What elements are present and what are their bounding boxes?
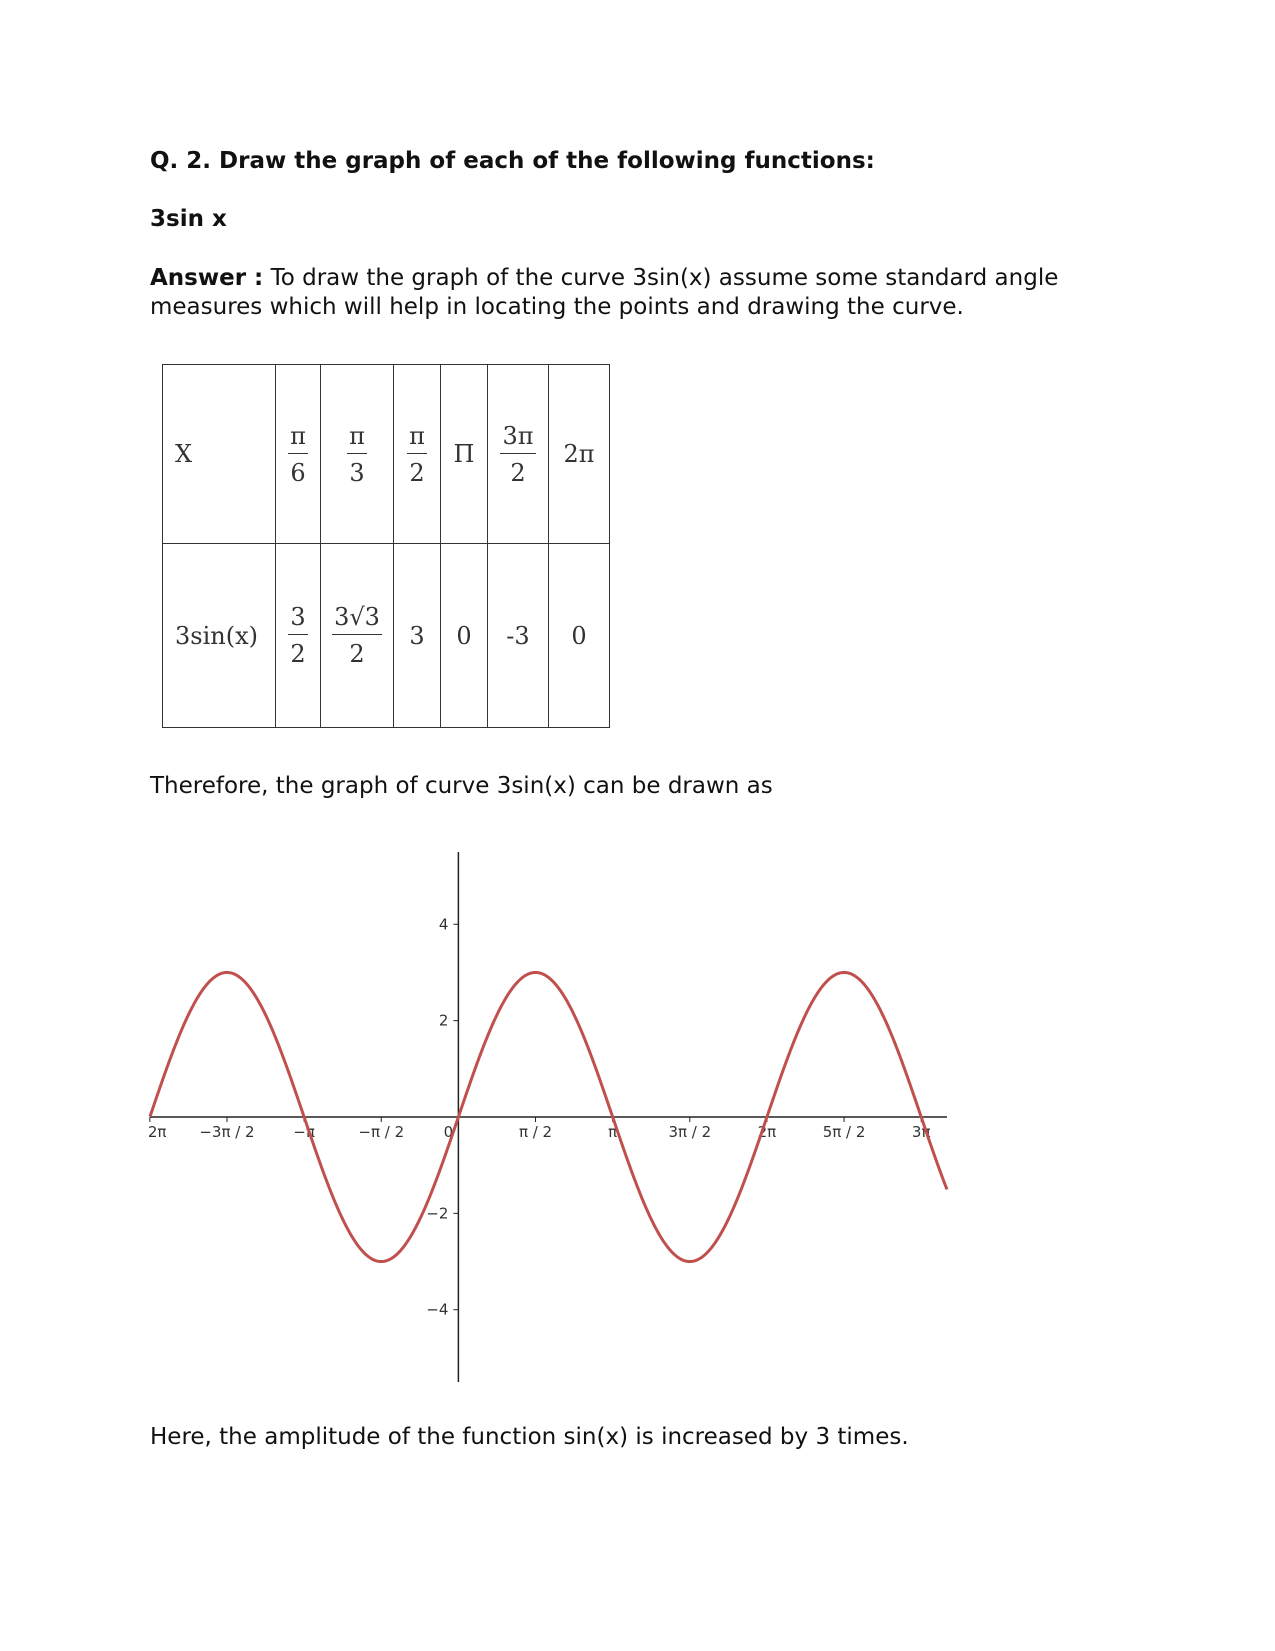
table-cell-y-3: 3 [394, 544, 441, 728]
table-cell-y-4: 0 [441, 544, 488, 728]
table-header-x: X [163, 365, 276, 544]
conclusion-text: Here, the amplitude of the function sin(x) is increased by 3 times. [150, 1424, 909, 1450]
x-tick-label: −π [293, 1123, 315, 1141]
y-tick-label: 2 [438, 1011, 449, 1030]
answer-label: Answer : [150, 265, 264, 291]
table-header-3sinx: 3sin(x) [163, 544, 276, 728]
therefore-text: Therefore, the graph of curve 3sin(x) can be drawn as [150, 773, 773, 799]
function-label: 3sin x [150, 206, 227, 232]
x-tick-label: π [608, 1123, 618, 1141]
table-cell-y-2: $\frac{3√3}{2}$ [321, 544, 394, 728]
table-cell-y-6: 0 [549, 544, 610, 728]
table-cell-y-5: -3 [488, 544, 549, 728]
table-cell-x-1: $\frac{\pi}{6}$ [276, 365, 321, 544]
question-title: Q. 2. Draw the graph of each of the following functions: [150, 148, 875, 174]
x-tick-label: π / 2 [518, 1123, 553, 1141]
x-tick-label: 3π / 2 [668, 1123, 712, 1141]
x-tick-label: −3π / 2 [199, 1123, 255, 1141]
x-tick-label: −π / 2 [358, 1123, 405, 1141]
x-tick-label: 2π [757, 1123, 777, 1141]
x-tick-label: 3π [911, 1123, 931, 1141]
y-tick-label: −4 [426, 1300, 449, 1319]
y-tick-label: 4 [438, 915, 449, 934]
table-cell-x-2: $\frac{\pi}{3}$ [321, 365, 394, 544]
table-cell-y-1: $\frac{3}{2}$ [276, 544, 321, 728]
table-cell-x-6: 2π [549, 365, 610, 544]
x-tick-label: 5π / 2 [822, 1123, 866, 1141]
table-cell-x-3: $\frac{\pi}{2}$ [394, 365, 441, 544]
y-tick-label: −2 [426, 1204, 449, 1223]
answer-text: To draw the graph of the curve 3sin(x) assume some standard angle measures which will help in locating the points and drawing the curve. [150, 265, 1059, 320]
table-cell-x-4: Π [441, 365, 488, 544]
x-tick-label: 0 [443, 1123, 454, 1141]
table-cell-x-5: $\frac{3\pi}{2}$ [488, 365, 549, 544]
x-tick-label: 2π [147, 1123, 167, 1141]
